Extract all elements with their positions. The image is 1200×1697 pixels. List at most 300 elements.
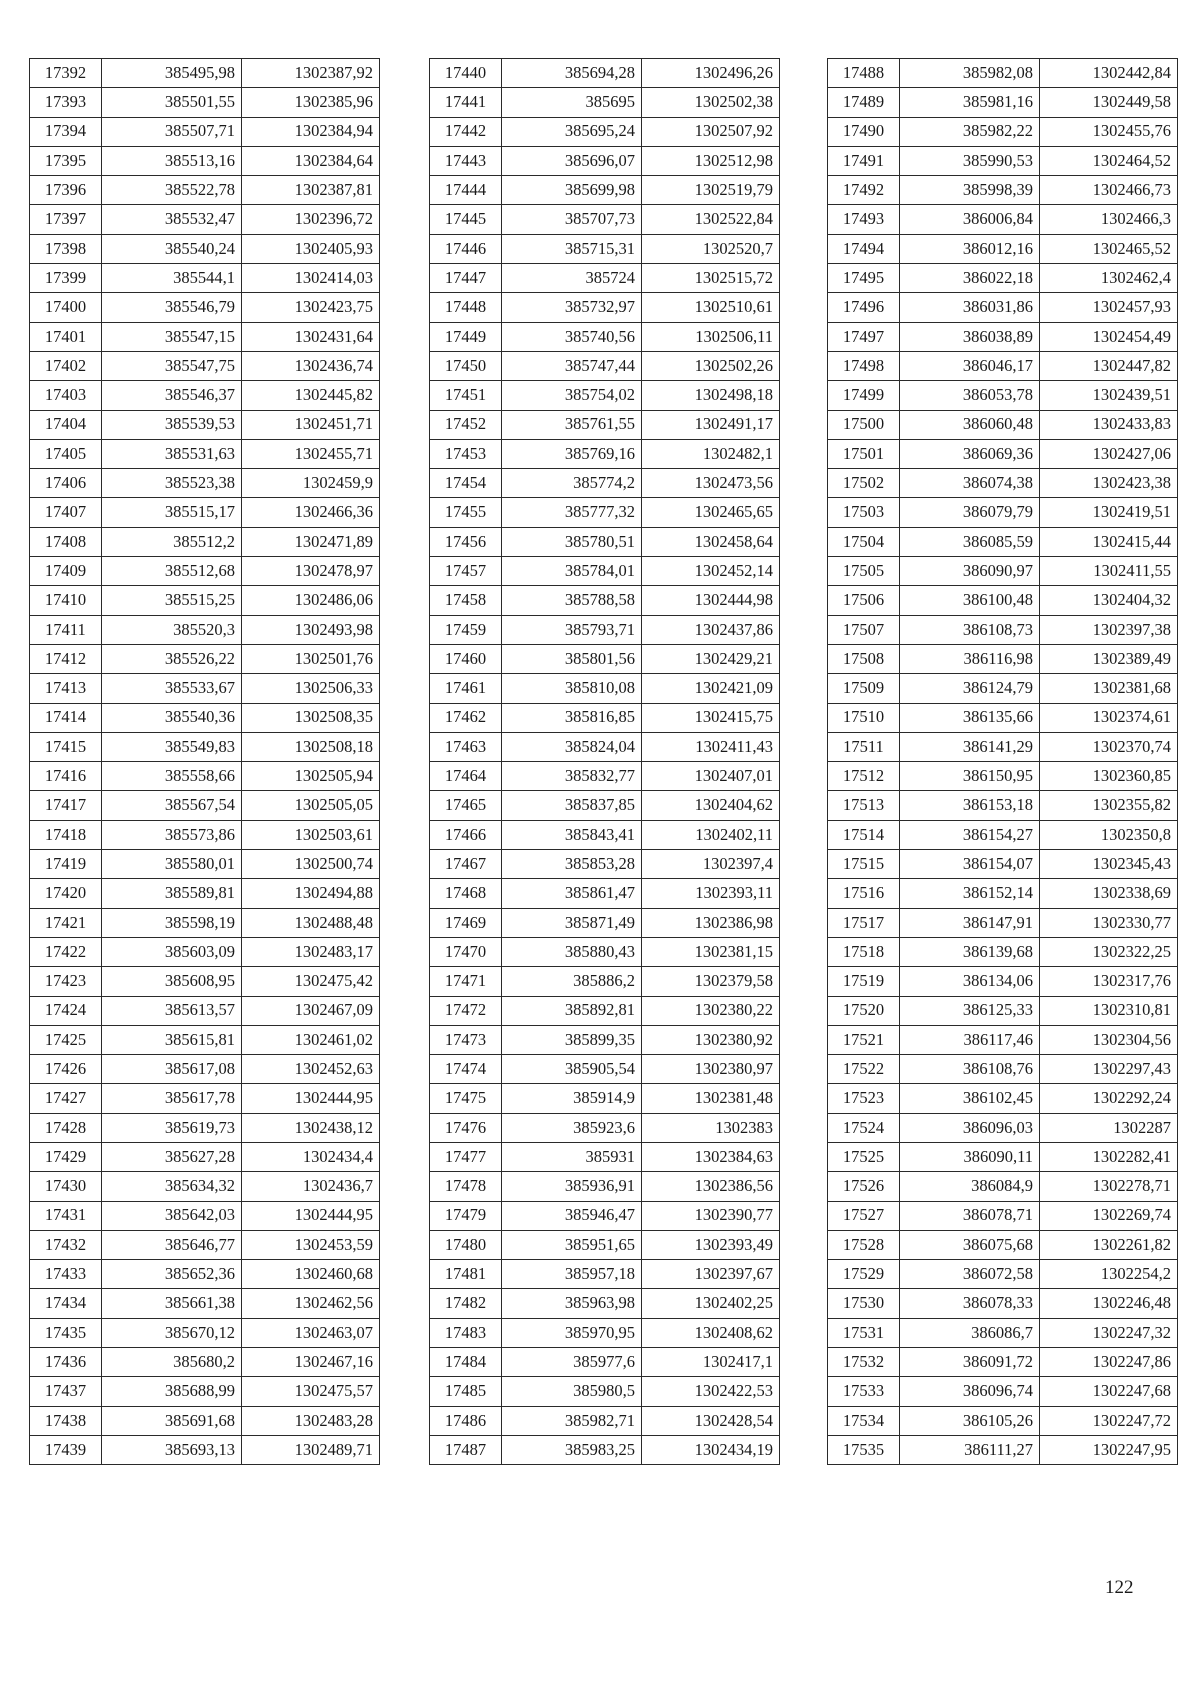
table-row bbox=[430, 732, 780, 761]
point-number-cell: 17400 bbox=[30, 293, 102, 322]
point-number-cell: 17435 bbox=[30, 1318, 102, 1347]
x-coordinate-cell: 385824,04 bbox=[502, 732, 642, 761]
point-number-cell: 17475 bbox=[430, 1084, 502, 1113]
x-coordinate-cell: 385914,9 bbox=[502, 1084, 642, 1113]
coordinate-table-3 bbox=[827, 58, 1178, 1465]
x-coordinate-cell: 385532,47 bbox=[102, 205, 242, 234]
x-coordinate-cell: 385982,08 bbox=[900, 59, 1040, 88]
y-coordinate-cell: 1302370,74 bbox=[1040, 732, 1178, 761]
x-coordinate-cell: 386031,86 bbox=[900, 293, 1040, 322]
y-coordinate-cell: 1302381,15 bbox=[642, 937, 780, 966]
point-number-cell: 17482 bbox=[430, 1289, 502, 1318]
point-number-cell: 17415 bbox=[30, 732, 102, 761]
table-row bbox=[828, 117, 1178, 146]
x-coordinate-cell: 386038,89 bbox=[900, 322, 1040, 351]
point-number-cell: 17454 bbox=[430, 469, 502, 498]
y-coordinate-cell: 1302462,4 bbox=[1040, 264, 1178, 293]
point-number-cell: 17467 bbox=[430, 850, 502, 879]
x-coordinate-cell: 385540,36 bbox=[102, 703, 242, 732]
x-coordinate-cell: 385567,54 bbox=[102, 791, 242, 820]
y-coordinate-cell: 1302458,64 bbox=[642, 527, 780, 556]
table-row bbox=[828, 322, 1178, 351]
y-coordinate-cell: 1302457,93 bbox=[1040, 293, 1178, 322]
y-coordinate-cell: 1302423,75 bbox=[242, 293, 380, 322]
y-coordinate-cell: 1302467,09 bbox=[242, 996, 380, 1025]
table-row bbox=[430, 234, 780, 263]
x-coordinate-cell: 385495,98 bbox=[102, 59, 242, 88]
x-coordinate-cell: 385693,13 bbox=[102, 1435, 242, 1464]
y-coordinate-cell: 1302422,53 bbox=[642, 1377, 780, 1406]
point-number-cell: 17480 bbox=[430, 1230, 502, 1259]
table-row bbox=[30, 205, 380, 234]
table-row bbox=[828, 1289, 1178, 1318]
point-number-cell: 17509 bbox=[828, 674, 900, 703]
x-coordinate-cell: 385652,36 bbox=[102, 1260, 242, 1289]
point-number-cell: 17471 bbox=[430, 967, 502, 996]
y-coordinate-cell: 1302466,3 bbox=[1040, 205, 1178, 234]
y-coordinate-cell: 1302464,52 bbox=[1040, 146, 1178, 175]
y-coordinate-cell: 1302345,43 bbox=[1040, 850, 1178, 879]
table-row bbox=[430, 381, 780, 410]
x-coordinate-cell: 385923,6 bbox=[502, 1113, 642, 1142]
x-coordinate-cell: 385608,95 bbox=[102, 967, 242, 996]
x-coordinate-cell: 385970,95 bbox=[502, 1318, 642, 1347]
table-row bbox=[430, 498, 780, 527]
x-coordinate-cell: 385520,3 bbox=[102, 615, 242, 644]
table-row bbox=[30, 1406, 380, 1435]
y-coordinate-cell: 1302411,55 bbox=[1040, 557, 1178, 586]
point-number-cell: 17520 bbox=[828, 996, 900, 1025]
y-coordinate-cell: 1302508,35 bbox=[242, 703, 380, 732]
y-coordinate-cell: 1302436,7 bbox=[242, 1172, 380, 1201]
x-coordinate-cell: 386060,48 bbox=[900, 410, 1040, 439]
x-coordinate-cell: 385539,53 bbox=[102, 410, 242, 439]
y-coordinate-cell: 1302444,95 bbox=[242, 1084, 380, 1113]
point-number-cell: 17463 bbox=[430, 732, 502, 761]
point-number-cell: 17396 bbox=[30, 176, 102, 205]
table-row bbox=[30, 469, 380, 498]
table-row bbox=[828, 469, 1178, 498]
x-coordinate-cell: 385777,32 bbox=[502, 498, 642, 527]
table-row bbox=[828, 937, 1178, 966]
y-coordinate-cell: 1302444,98 bbox=[642, 586, 780, 615]
x-coordinate-cell: 385546,37 bbox=[102, 381, 242, 410]
point-number-cell: 17438 bbox=[30, 1406, 102, 1435]
y-coordinate-cell: 1302322,25 bbox=[1040, 937, 1178, 966]
x-coordinate-cell: 385691,68 bbox=[102, 1406, 242, 1435]
point-number-cell: 17525 bbox=[828, 1142, 900, 1171]
point-number-cell: 17444 bbox=[430, 176, 502, 205]
point-number-cell: 17534 bbox=[828, 1406, 900, 1435]
x-coordinate-cell: 385754,02 bbox=[502, 381, 642, 410]
table-row bbox=[430, 1230, 780, 1259]
point-number-cell: 17448 bbox=[430, 293, 502, 322]
x-coordinate-cell: 385816,85 bbox=[502, 703, 642, 732]
y-coordinate-cell: 1302297,43 bbox=[1040, 1055, 1178, 1084]
point-number-cell: 17425 bbox=[30, 1025, 102, 1054]
point-number-cell: 17437 bbox=[30, 1377, 102, 1406]
x-coordinate-cell: 385957,18 bbox=[502, 1260, 642, 1289]
point-number-cell: 17501 bbox=[828, 439, 900, 468]
x-coordinate-cell: 385507,71 bbox=[102, 117, 242, 146]
x-coordinate-cell: 386022,18 bbox=[900, 264, 1040, 293]
y-coordinate-cell: 1302428,54 bbox=[642, 1406, 780, 1435]
table-row bbox=[30, 381, 380, 410]
x-coordinate-cell: 385695 bbox=[502, 88, 642, 117]
x-coordinate-cell: 385982,71 bbox=[502, 1406, 642, 1435]
table-row bbox=[30, 937, 380, 966]
table-row bbox=[828, 410, 1178, 439]
table-row bbox=[828, 59, 1178, 88]
point-number-cell: 17464 bbox=[430, 762, 502, 791]
y-coordinate-cell: 1302508,18 bbox=[242, 732, 380, 761]
point-number-cell: 17479 bbox=[430, 1201, 502, 1230]
x-coordinate-cell: 385793,71 bbox=[502, 615, 642, 644]
x-coordinate-cell: 386078,71 bbox=[900, 1201, 1040, 1230]
table-row bbox=[828, 439, 1178, 468]
table-row bbox=[430, 879, 780, 908]
table-row bbox=[30, 1260, 380, 1289]
point-number-cell: 17511 bbox=[828, 732, 900, 761]
point-number-cell: 17432 bbox=[30, 1230, 102, 1259]
table-row bbox=[828, 205, 1178, 234]
table-row bbox=[828, 908, 1178, 937]
table-row bbox=[30, 1055, 380, 1084]
x-coordinate-cell: 385724 bbox=[502, 264, 642, 293]
x-coordinate-cell: 385522,78 bbox=[102, 176, 242, 205]
x-coordinate-cell: 385951,65 bbox=[502, 1230, 642, 1259]
table-row bbox=[828, 293, 1178, 322]
y-coordinate-cell: 1302247,95 bbox=[1040, 1435, 1178, 1464]
point-number-cell: 17418 bbox=[30, 820, 102, 849]
y-coordinate-cell: 1302463,07 bbox=[242, 1318, 380, 1347]
x-coordinate-cell: 386134,06 bbox=[900, 967, 1040, 996]
x-coordinate-cell: 385801,56 bbox=[502, 644, 642, 673]
y-coordinate-cell: 1302520,7 bbox=[642, 234, 780, 263]
x-coordinate-cell: 385892,81 bbox=[502, 996, 642, 1025]
x-coordinate-cell: 386085,59 bbox=[900, 527, 1040, 556]
point-number-cell: 17457 bbox=[430, 557, 502, 586]
table-row bbox=[30, 557, 380, 586]
y-coordinate-cell: 1302451,71 bbox=[242, 410, 380, 439]
y-coordinate-cell: 1302434,4 bbox=[242, 1142, 380, 1171]
y-coordinate-cell: 1302415,75 bbox=[642, 703, 780, 732]
point-number-cell: 17484 bbox=[430, 1348, 502, 1377]
point-number-cell: 17452 bbox=[430, 410, 502, 439]
table-row bbox=[430, 264, 780, 293]
y-coordinate-cell: 1302360,85 bbox=[1040, 762, 1178, 791]
point-number-cell: 17449 bbox=[430, 322, 502, 351]
x-coordinate-cell: 385832,77 bbox=[502, 762, 642, 791]
point-number-cell: 17522 bbox=[828, 1055, 900, 1084]
table-row bbox=[430, 908, 780, 937]
y-coordinate-cell: 1302473,56 bbox=[642, 469, 780, 498]
x-coordinate-cell: 385642,03 bbox=[102, 1201, 242, 1230]
x-coordinate-cell: 385880,43 bbox=[502, 937, 642, 966]
table-row bbox=[430, 1289, 780, 1318]
table-row bbox=[828, 1113, 1178, 1142]
point-number-cell: 17442 bbox=[430, 117, 502, 146]
y-coordinate-cell: 1302402,25 bbox=[642, 1289, 780, 1318]
table-row bbox=[828, 1201, 1178, 1230]
table-row bbox=[30, 146, 380, 175]
table-row bbox=[828, 498, 1178, 527]
x-coordinate-cell: 385617,78 bbox=[102, 1084, 242, 1113]
point-number-cell: 17470 bbox=[430, 937, 502, 966]
table-row bbox=[30, 1084, 380, 1113]
y-coordinate-cell: 1302389,49 bbox=[1040, 644, 1178, 673]
table-row bbox=[828, 176, 1178, 205]
x-coordinate-cell: 385774,2 bbox=[502, 469, 642, 498]
table-row bbox=[430, 117, 780, 146]
y-coordinate-cell: 1302246,48 bbox=[1040, 1289, 1178, 1318]
x-coordinate-cell: 386150,95 bbox=[900, 762, 1040, 791]
point-number-cell: 17443 bbox=[430, 146, 502, 175]
table-row bbox=[828, 879, 1178, 908]
point-number-cell: 17393 bbox=[30, 88, 102, 117]
point-number-cell: 17489 bbox=[828, 88, 900, 117]
y-coordinate-cell: 1302393,11 bbox=[642, 879, 780, 908]
y-coordinate-cell: 1302482,1 bbox=[642, 439, 780, 468]
y-coordinate-cell: 1302407,01 bbox=[642, 762, 780, 791]
table-row bbox=[430, 762, 780, 791]
table-row bbox=[30, 59, 380, 88]
point-number-cell: 17477 bbox=[430, 1142, 502, 1171]
table-row bbox=[430, 1318, 780, 1347]
x-coordinate-cell: 386046,17 bbox=[900, 351, 1040, 380]
point-number-cell: 17441 bbox=[430, 88, 502, 117]
x-coordinate-cell: 385983,25 bbox=[502, 1435, 642, 1464]
x-coordinate-cell: 385634,32 bbox=[102, 1172, 242, 1201]
table-row bbox=[30, 762, 380, 791]
table-row bbox=[828, 1142, 1178, 1171]
point-number-cell: 17440 bbox=[430, 59, 502, 88]
y-coordinate-cell: 1302287 bbox=[1040, 1113, 1178, 1142]
x-coordinate-cell: 386006,84 bbox=[900, 205, 1040, 234]
x-coordinate-cell: 386108,76 bbox=[900, 1055, 1040, 1084]
y-coordinate-cell: 1302500,74 bbox=[242, 850, 380, 879]
y-coordinate-cell: 1302423,38 bbox=[1040, 469, 1178, 498]
y-coordinate-cell: 1302330,77 bbox=[1040, 908, 1178, 937]
point-number-cell: 17496 bbox=[828, 293, 900, 322]
table-row bbox=[828, 644, 1178, 673]
y-coordinate-cell: 1302444,95 bbox=[242, 1201, 380, 1230]
x-coordinate-cell: 386090,11 bbox=[900, 1142, 1040, 1171]
x-coordinate-cell: 385769,16 bbox=[502, 439, 642, 468]
y-coordinate-cell: 1302379,58 bbox=[642, 967, 780, 996]
y-coordinate-cell: 1302461,02 bbox=[242, 1025, 380, 1054]
table-row bbox=[828, 146, 1178, 175]
point-number-cell: 17422 bbox=[30, 937, 102, 966]
table-row bbox=[30, 732, 380, 761]
x-coordinate-cell: 385661,38 bbox=[102, 1289, 242, 1318]
y-coordinate-cell: 1302247,32 bbox=[1040, 1318, 1178, 1347]
y-coordinate-cell: 1302466,73 bbox=[1040, 176, 1178, 205]
table-row bbox=[828, 1406, 1178, 1435]
point-number-cell: 17459 bbox=[430, 615, 502, 644]
y-coordinate-cell: 1302380,22 bbox=[642, 996, 780, 1025]
x-coordinate-cell: 386111,27 bbox=[900, 1435, 1040, 1464]
table-row bbox=[430, 791, 780, 820]
table-row bbox=[430, 439, 780, 468]
y-coordinate-cell: 1302494,88 bbox=[242, 879, 380, 908]
y-coordinate-cell: 1302465,65 bbox=[642, 498, 780, 527]
table-row bbox=[30, 615, 380, 644]
table-row bbox=[430, 527, 780, 556]
x-coordinate-cell: 385886,2 bbox=[502, 967, 642, 996]
point-number-cell: 17532 bbox=[828, 1348, 900, 1377]
y-coordinate-cell: 1302433,83 bbox=[1040, 410, 1178, 439]
y-coordinate-cell: 1302414,03 bbox=[242, 264, 380, 293]
y-coordinate-cell: 1302491,17 bbox=[642, 410, 780, 439]
y-coordinate-cell: 1302452,14 bbox=[642, 557, 780, 586]
y-coordinate-cell: 1302465,52 bbox=[1040, 234, 1178, 263]
x-coordinate-cell: 385547,15 bbox=[102, 322, 242, 351]
point-number-cell: 17503 bbox=[828, 498, 900, 527]
table-row bbox=[30, 176, 380, 205]
y-coordinate-cell: 1302522,84 bbox=[642, 205, 780, 234]
point-number-cell: 17410 bbox=[30, 586, 102, 615]
point-number-cell: 17430 bbox=[30, 1172, 102, 1201]
table-row bbox=[430, 703, 780, 732]
y-coordinate-cell: 1302434,19 bbox=[642, 1435, 780, 1464]
table-row bbox=[30, 1348, 380, 1377]
table-row bbox=[430, 850, 780, 879]
x-coordinate-cell: 385546,79 bbox=[102, 293, 242, 322]
y-coordinate-cell: 1302467,16 bbox=[242, 1348, 380, 1377]
x-coordinate-cell: 385613,57 bbox=[102, 996, 242, 1025]
point-number-cell: 17409 bbox=[30, 557, 102, 586]
x-coordinate-cell: 385603,09 bbox=[102, 937, 242, 966]
point-number-cell: 17462 bbox=[430, 703, 502, 732]
table-row bbox=[30, 879, 380, 908]
y-coordinate-cell: 1302411,43 bbox=[642, 732, 780, 761]
point-number-cell: 17498 bbox=[828, 351, 900, 380]
table-row bbox=[828, 1084, 1178, 1113]
y-coordinate-cell: 1302415,44 bbox=[1040, 527, 1178, 556]
table-row bbox=[30, 586, 380, 615]
point-number-cell: 17491 bbox=[828, 146, 900, 175]
y-coordinate-cell: 1302512,98 bbox=[642, 146, 780, 175]
y-coordinate-cell: 1302489,71 bbox=[242, 1435, 380, 1464]
x-coordinate-cell: 386053,78 bbox=[900, 381, 1040, 410]
x-coordinate-cell: 385810,08 bbox=[502, 674, 642, 703]
y-coordinate-cell: 1302445,82 bbox=[242, 381, 380, 410]
y-coordinate-cell: 1302355,82 bbox=[1040, 791, 1178, 820]
y-coordinate-cell: 1302478,97 bbox=[242, 557, 380, 586]
y-coordinate-cell: 1302247,68 bbox=[1040, 1377, 1178, 1406]
point-number-cell: 17395 bbox=[30, 146, 102, 175]
point-number-cell: 17518 bbox=[828, 937, 900, 966]
coordinate-table-1 bbox=[29, 58, 380, 1465]
point-number-cell: 17465 bbox=[430, 791, 502, 820]
x-coordinate-cell: 385589,81 bbox=[102, 879, 242, 908]
x-coordinate-cell: 385531,63 bbox=[102, 439, 242, 468]
y-coordinate-cell: 1302397,4 bbox=[642, 850, 780, 879]
point-number-cell: 17406 bbox=[30, 469, 102, 498]
x-coordinate-cell: 385515,25 bbox=[102, 586, 242, 615]
point-number-cell: 17407 bbox=[30, 498, 102, 527]
table-row bbox=[30, 644, 380, 673]
point-number-cell: 17499 bbox=[828, 381, 900, 410]
point-number-cell: 17488 bbox=[828, 59, 900, 88]
y-coordinate-cell: 1302438,12 bbox=[242, 1113, 380, 1142]
table-row bbox=[828, 1318, 1178, 1347]
table-row bbox=[828, 1172, 1178, 1201]
table-row bbox=[828, 1260, 1178, 1289]
table-row bbox=[30, 439, 380, 468]
y-coordinate-cell: 1302387,81 bbox=[242, 176, 380, 205]
point-number-cell: 17455 bbox=[430, 498, 502, 527]
y-coordinate-cell: 1302502,38 bbox=[642, 88, 780, 117]
y-coordinate-cell: 1302261,82 bbox=[1040, 1230, 1178, 1259]
table-row bbox=[828, 732, 1178, 761]
x-coordinate-cell: 385501,55 bbox=[102, 88, 242, 117]
y-coordinate-cell: 1302380,97 bbox=[642, 1055, 780, 1084]
y-coordinate-cell: 1302488,48 bbox=[242, 908, 380, 937]
x-coordinate-cell: 386153,18 bbox=[900, 791, 1040, 820]
x-coordinate-cell: 386105,26 bbox=[900, 1406, 1040, 1435]
x-coordinate-cell: 386116,98 bbox=[900, 644, 1040, 673]
x-coordinate-cell: 385946,47 bbox=[502, 1201, 642, 1230]
x-coordinate-cell: 385580,01 bbox=[102, 850, 242, 879]
y-coordinate-cell: 1302380,92 bbox=[642, 1025, 780, 1054]
x-coordinate-cell: 385670,12 bbox=[102, 1318, 242, 1347]
x-coordinate-cell: 385871,49 bbox=[502, 908, 642, 937]
table-row bbox=[828, 234, 1178, 263]
point-number-cell: 17504 bbox=[828, 527, 900, 556]
table-row bbox=[30, 1142, 380, 1171]
point-number-cell: 17493 bbox=[828, 205, 900, 234]
table-row bbox=[30, 703, 380, 732]
point-number-cell: 17421 bbox=[30, 908, 102, 937]
table-row bbox=[828, 967, 1178, 996]
y-coordinate-cell: 1302350,8 bbox=[1040, 820, 1178, 849]
y-coordinate-cell: 1302483,28 bbox=[242, 1406, 380, 1435]
x-coordinate-cell: 385843,41 bbox=[502, 820, 642, 849]
y-coordinate-cell: 1302462,56 bbox=[242, 1289, 380, 1318]
x-coordinate-cell: 385646,77 bbox=[102, 1230, 242, 1259]
table-row bbox=[30, 264, 380, 293]
point-number-cell: 17434 bbox=[30, 1289, 102, 1318]
x-coordinate-cell: 385998,39 bbox=[900, 176, 1040, 205]
table-row bbox=[30, 351, 380, 380]
table-row bbox=[430, 1055, 780, 1084]
table-row bbox=[30, 1289, 380, 1318]
table-row bbox=[30, 88, 380, 117]
y-coordinate-cell: 1302278,71 bbox=[1040, 1172, 1178, 1201]
x-coordinate-cell: 385688,99 bbox=[102, 1377, 242, 1406]
point-number-cell: 17508 bbox=[828, 644, 900, 673]
point-number-cell: 17521 bbox=[828, 1025, 900, 1054]
y-coordinate-cell: 1302439,51 bbox=[1040, 381, 1178, 410]
table-row bbox=[430, 674, 780, 703]
x-coordinate-cell: 386147,91 bbox=[900, 908, 1040, 937]
y-coordinate-cell: 1302397,38 bbox=[1040, 615, 1178, 644]
point-number-cell: 17526 bbox=[828, 1172, 900, 1201]
table-row bbox=[30, 820, 380, 849]
point-number-cell: 17531 bbox=[828, 1318, 900, 1347]
point-number-cell: 17420 bbox=[30, 879, 102, 908]
y-coordinate-cell: 1302310,81 bbox=[1040, 996, 1178, 1025]
y-coordinate-cell: 1302503,61 bbox=[242, 820, 380, 849]
point-number-cell: 17408 bbox=[30, 527, 102, 556]
y-coordinate-cell: 1302501,76 bbox=[242, 644, 380, 673]
x-coordinate-cell: 385861,47 bbox=[502, 879, 642, 908]
x-coordinate-cell: 385747,44 bbox=[502, 351, 642, 380]
y-coordinate-cell: 1302452,63 bbox=[242, 1055, 380, 1084]
table-row bbox=[828, 351, 1178, 380]
